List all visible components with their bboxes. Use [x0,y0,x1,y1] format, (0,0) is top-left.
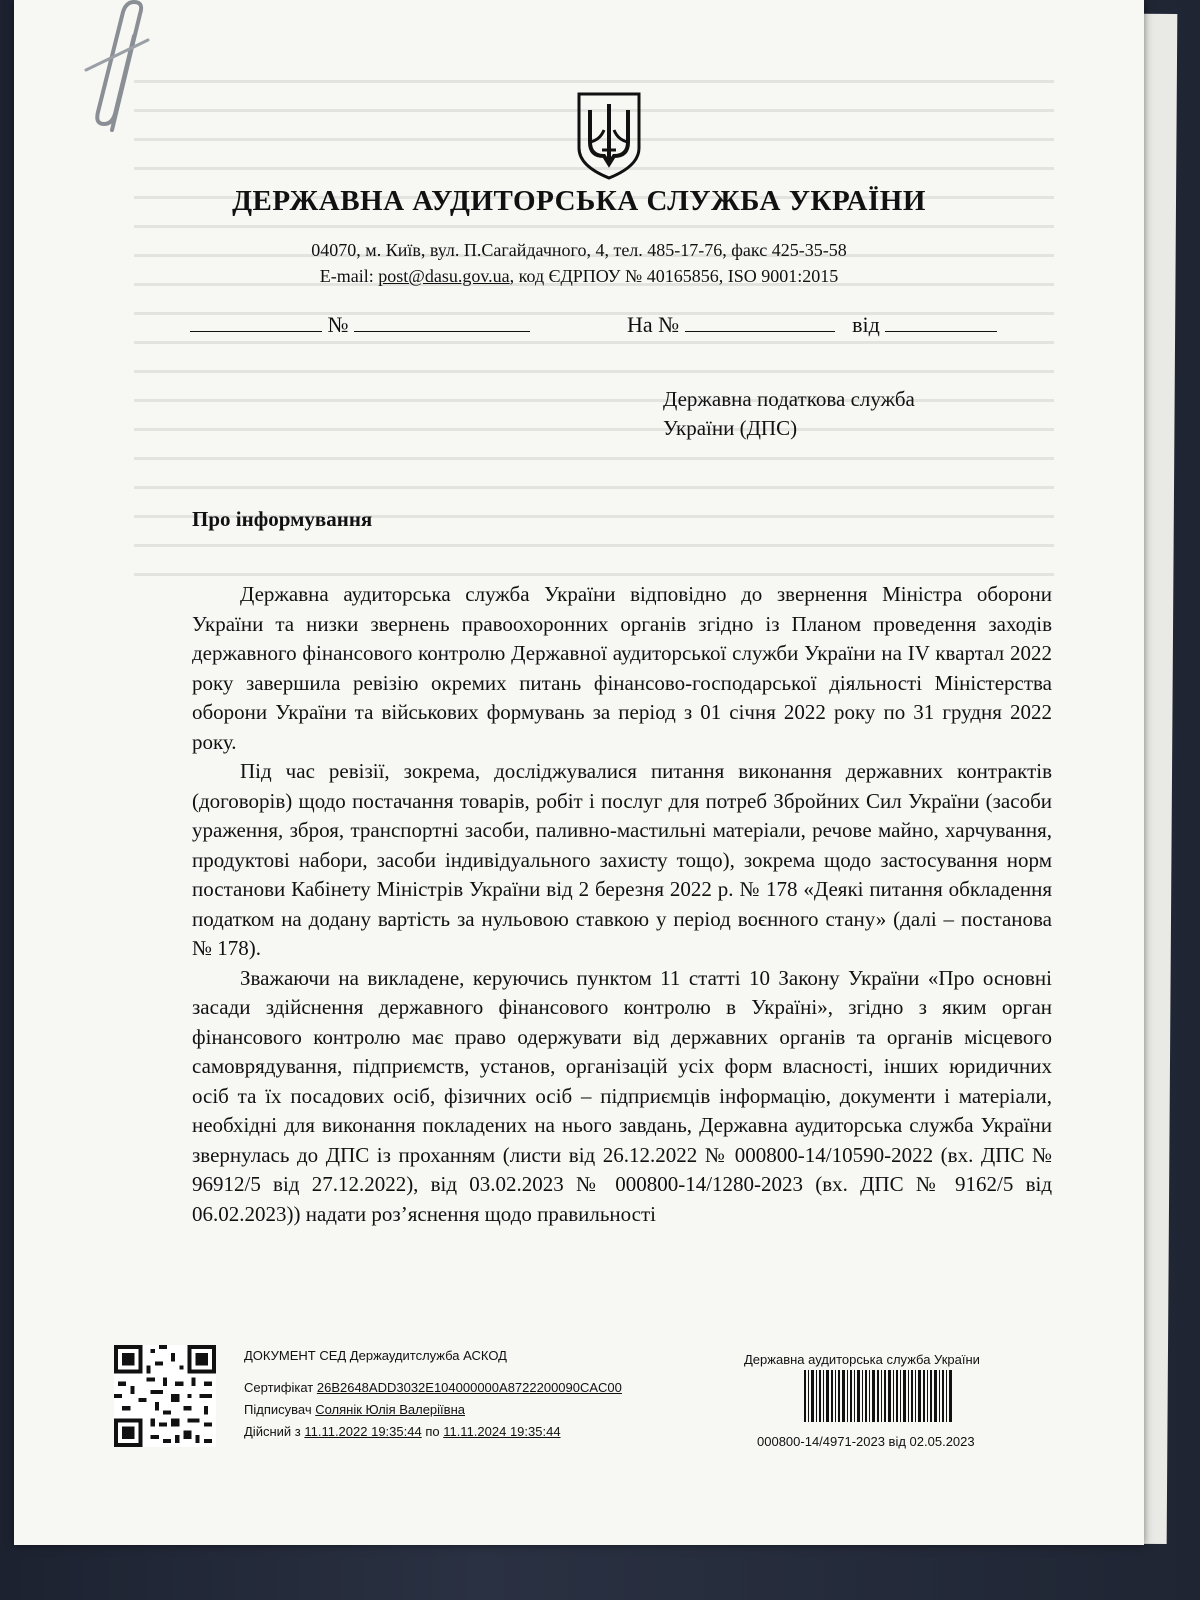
letter-body [192,580,1052,1229]
certificate-line [244,1380,622,1395]
incoming-registration [627,312,997,338]
incoming-number-blank [685,313,835,332]
outgoing-registration [190,312,530,338]
qr-code-icon [114,1345,216,1447]
email-link[interactable]: post@dasu.gov.ua [378,266,510,286]
addressee-line-1: Державна податкова служба [663,387,915,411]
incoming-date-label: від [852,312,880,337]
signer-line [244,1402,465,1417]
letter-subject: Про інформування [192,507,373,531]
email-label: E-mail: [319,266,379,286]
paragraph-3: Зважаючи на викладене, керуючись пунктом 11 статті 10 Закону України «Про основні засади здійснення державного фінансового контролю в Україні», згідно з яким орган фінансового контролю має право одержувати від державних органів та органів місцевого самоврядування, підприємств, установ, організацій усіх форм власності, інших юридичних осіб та їх посадових осіб, фізичних осіб – підприємців інформацію, документи і матеріали, необхідні для виконання покладених на нього завдань, Державна аудиторська служба України звернулась до ДПС із проханням (листи від 26.12.2022 № 000800-14/10590-2022 (вх. ДПС № 96912/5 від 27.12.2022), від 03.02.2023 № 000800-14/1280-2023 (вх. ДПС № 9162/5 від 06.02.2023)) надати роз’яснення щодо правильності [192,965,1052,1226]
barcode-icon [804,1370,954,1422]
number-blank [354,313,530,332]
date-blank [190,313,322,332]
validity-label: Дійсний з [244,1424,305,1439]
validity-line [244,1424,561,1439]
certificate-label: Сертифікат [244,1380,317,1395]
certificate-value: 26B2648ADD3032E104000000A8722200090CAC00 [316,1380,622,1395]
sed-title: ДОКУМЕНТ СЕД Держаудитслужба АСКОД [244,1348,507,1363]
organization-contacts [14,266,1144,287]
organization-title: ДЕРЖАВНА АУДИТОРСЬКА СЛУЖБА УКРАЇНИ [232,185,926,217]
paragraph-1: Державна аудиторська служба України відповідно до звернення Міністра оборони України та низки звернень правоохоронних органів згідно із Планом проведення заходів державного фінансового контролю Державної аудиторської служби України на IV квартал 2022 року завершила ревізію окремих питань фінансово-господарської діяльності Міністерства оборони України та військових формувань за період з 01 січня 2022 року по 31 грудня 2022 року. [192,582,1052,754]
addressee-block [663,385,1003,443]
validity-separator: по [421,1424,444,1439]
valid-to: 11.11.2024 19:35:44 [443,1424,561,1439]
barcode-organization: Державна аудиторська служба України [744,1352,980,1367]
number-label: № [327,312,349,337]
paragraph-2: Під час ревізії, зокрема, досліджувалися питання виконання державних контрактів (договорів) щодо постачання товарів, робіт і послуг для потреб Збройних Сил України (засоби ураження, зброя, транспортні засоби, паливно-мастильні матеріали, речове майно, харчування, продуктові набори, засоби індивідуального захисту тощо), зокрема щодо застосування норм постанови Кабінету Міністрів України від 2 березня 2022 р. № 178 «Деякі питання обкладення податком на додану вартість за нульовою ставкою у період воєнного стану» (далі – постанова № 178). [192,759,1052,960]
document-registration-number: 000800-14/4971-2023 від 02.05.2023 [757,1434,975,1449]
organization-address: 04070, м. Київ, вул. П.Сагайдачного, 4, тел. 485-17-76, факс 425-35-58 [311,240,847,260]
incoming-date-blank [885,313,997,332]
valid-from: 11.11.2022 19:35:44 [304,1424,422,1439]
incoming-number-label: На № [627,312,680,337]
document-content [14,0,1144,1545]
document-page [14,0,1144,1545]
electronic-signature-footer [14,1340,1144,1460]
signer-label: Підписувач [244,1402,316,1417]
signer-value: Солянік Юлія Валеріївна [315,1402,465,1417]
edrpou-text: , код ЄДРПОУ № 40165856, ISO 9001:2015 [509,266,839,286]
paper-clip-icon [82,0,152,140]
trident-emblem-icon [574,90,644,180]
addressee-line-2: України (ДПС) [663,416,798,440]
